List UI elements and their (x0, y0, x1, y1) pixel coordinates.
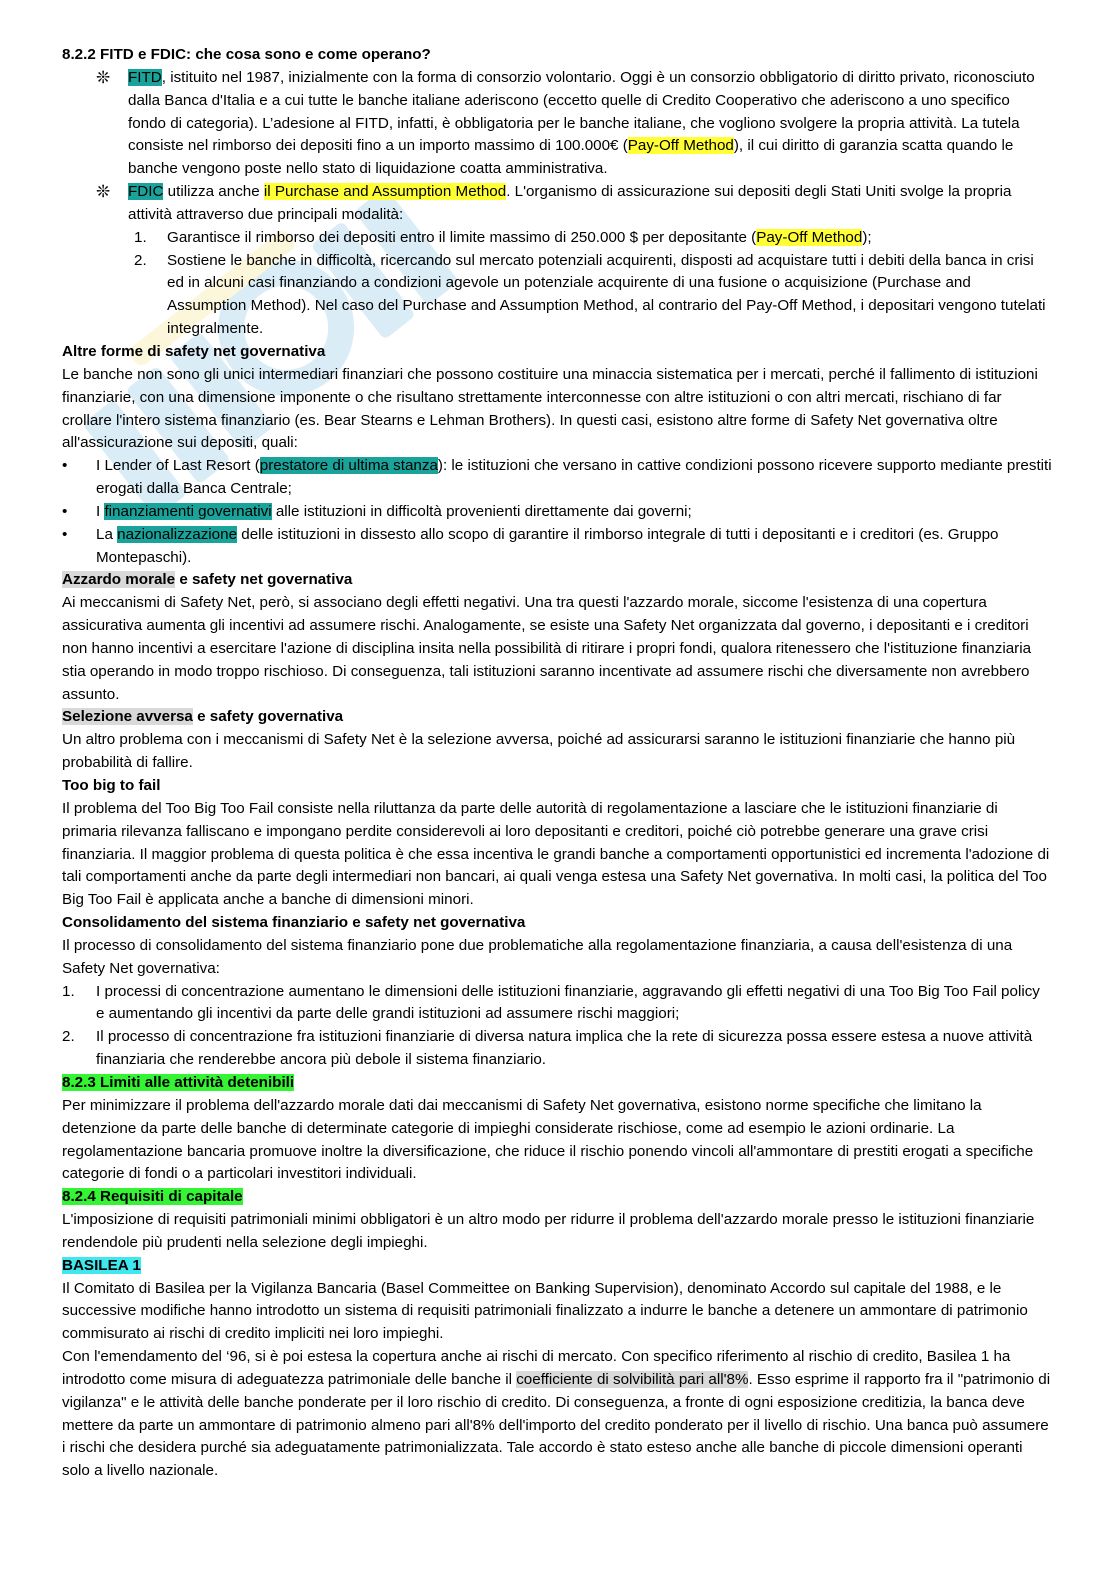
fdic-item-highlight: Pay-Off Method (756, 228, 863, 246)
bullet-item (62, 455, 1052, 501)
fdic-list-item (134, 250, 1052, 341)
consolidamento-intro: Il processo di consolidamento del sistema finanziario pone due problematiche alla regolamentazione finanziaria, a causa dell'esistenza di una Safety Net governativa: (62, 936, 1013, 977)
fdic-item (96, 181, 1052, 227)
tbtf-body: Il problema del Too Big Too Fail consiste nella riluttanza da parte delle autorità di regolamentazione a lasciare che le istituzioni finanziarie di primaria rilevanza falliscano e impongano perdite considerevoli ai loro depositanti e creditori, poiché ciò potrebbe generare una grave crisi finanziaria. Il maggior problema di questa politica è che essa incentiva le grandi banche a comportamenti opportunistici ed incrementa l'adozione di tali comportamenti anche da parte degli intermediari non bancari, ai quali venga estesa una Safety Net governativa. In molti casi, la politica del Too Big Too Fail è applicata anche a banche di dimensioni minori. (62, 799, 1050, 909)
altre-heading: Altre forme di safety net governativa (62, 342, 326, 360)
bullet-post: delle istituzioni in dissesto allo scopo di garantire il rimborso integrale di tutti i depositanti e i creditori (es. Gruppo Montepaschi). (96, 525, 999, 566)
section-823-heading-text: 8.2.3 Limiti alle attività detenibili (62, 1073, 295, 1091)
fdic-text-2: . L'organismo di assicurazione sui depositi degli Stati Uniti svolge la propria attività attraverso due principali modalità: (128, 183, 1012, 223)
consolidamento-list-item (62, 1026, 1052, 1072)
fitd-term: FITD (128, 68, 162, 86)
consolidamento-item-text: I processi di concentrazione aumentano le dimensioni delle istituzioni finanziarie, aggravando gli effetti negativi di una Too Big Too Fail policy e aumentando gli incentivi da parte delle grandi istituzioni ad assumere rischi maggiori; (96, 982, 1040, 1023)
basilea-heading-text: BASILEA 1 (62, 1256, 141, 1274)
fitd-text-1: , istituito nel 1987, inizialmente con la forma di consorzio volontario. Oggi è un consorzio obbligatorio di diritto privato, riconosciuto dalla Banca d'Italia e a cui tutte le banche italiane aderiscono (eccetto quelle di Credito Cooperativo che aderiscono a uno specifico fondo di categoria). L’adesione al FITD, infatti, è obbligatoria per le banche italiane, che vogliono svolgere la propria attività. La tutela consiste nel rimborso dei depositi fino a un importo massimo di 100.000€ ( (128, 68, 1035, 155)
fdic-item-text: Sostiene le banche in difficoltà, ricercando sul mercato potenziali acquirenti, disposti ad acquistare tutti i debiti della banca in crisi ed in alcuni casi finanziando a condizioni agevole un potenziale acquirente di una fusione o acquisizione (Purchase and Assumption Method). Nel caso del Purchase and Assumption Method, al contrario del Pay-Off Method, i depositari vengono tutelati integralmente. (167, 251, 1046, 338)
consolidamento-item-text: Il processo di concentrazione fra istituzioni finanziarie di diversa natura implica che la rete di sicurezza possa essere estesa a nuove attività finanziaria che renderebbe ancora più debole il sistema finanziario. (96, 1028, 1033, 1069)
section-824-heading-text: 8.2.4 Requisiti di capitale (62, 1188, 243, 1206)
bullet-highlight: prestatore di ultima stanza (259, 457, 438, 475)
selezione-body: Un altro problema con i meccanismi di Safety Net è la selezione avversa, poiché ad assicurarsi saranno le istituzioni finanziarie che hanno più probabilità di fallire. (62, 731, 1016, 772)
fitd-item (96, 67, 1052, 181)
bullet-pre: La (96, 525, 118, 543)
list-number: 1. (62, 982, 75, 1000)
selezione-heading (62, 706, 1052, 729)
fdic-item-text: Garantisce il rimborso dei depositi entro il limite massimo di 250.000 $ per depositante ( (167, 228, 757, 246)
azzardo-heading-rest: e safety net governativa (175, 571, 353, 589)
list-number: 1. (134, 228, 147, 246)
bullet-item (62, 524, 1052, 570)
selezione-heading-highlight: Selezione avversa (62, 708, 193, 726)
bullet-post: alle istituzioni in difficoltà provenienti direttamente dai governi; (271, 502, 692, 520)
fdic-text-1: utilizza anche (163, 183, 264, 201)
bullet-pre: I (96, 502, 105, 520)
fdic-method: il Purchase and Assumption Method (263, 183, 507, 201)
altre-intro: Le banche non sono gli unici intermediari finanziari che possono costituire una minaccia sistematica per i mercati, perché il fallimento di istituzioni finanziarie, con una dimensione imponente o che risultano strettamente interconnesse con altre istituzioni o con altri mercati, rischiano di far crollare l'intero sistema finanziario (es. Bear Stearns e Lehman Brothers). In questi casi, esistono altre forme di Safety Net governativa oltre all'assicurazione sui depositi, quali: (62, 365, 1038, 452)
bullet-highlight: finanziamenti governativi (104, 502, 272, 520)
basilea-p2-highlight: coefficiente di solvibilità pari all'8% (516, 1370, 749, 1388)
basilea-p2 (62, 1346, 1052, 1483)
azzardo-heading (62, 569, 1052, 592)
tbtf-heading: Too big to fail (62, 777, 161, 794)
fdic-list-item (134, 227, 1052, 250)
section-824-body: L'imposizione di requisiti patrimoniali minimi obbligatori è un altro modo per ridurre il problema dell'azzardo morale presso le istituzioni finanziarie rendendole più prudenti nella selezione degli impieghi. (62, 1211, 1035, 1251)
basilea-p1: Il Comitato di Basilea per la Vigilanza Bancaria (Basel Commeittee on Banking Supervision), denominato Accordo sul capitale del 1988, e le successive modifiche hanno introdotto un sistema di requisiti patrimoniali finalizzato a indurre le banche a detenere un ammontare di patrimonio commisurato ai rischi di credito impliciti nei loro impieghi. (62, 1279, 1028, 1343)
fdic-item-after: ); (862, 228, 872, 246)
azzardo-body: Ai meccanismi di Safety Net, però, si associano degli effetti negativi. Una tra questi l'azzardo morale, siccome l'esistenza di una copertura assicurativa aumenta gli incentivi ad assumere rischi. Analogamente, se esiste una Safety Net organizzata dal governo, i depositanti e i creditori non hanno incentivi a esercitare l'azione di disciplina insita nella possibilità di ritirare i propri fondi, qualora ritenessero che l'istituzione finanziaria stia operando in modo troppo rischioso. Di conseguenza, tali istituzioni saranno incentivate ad assumere rischi che diversamente non avrebbero assunto. (62, 594, 1032, 703)
bullet-icon: • (62, 457, 68, 475)
bullet-icon: • (62, 502, 68, 520)
asterism-icon: ❊ (96, 67, 111, 87)
section-822-heading: 8.2.2 FITD e FDIC: che cosa sono e come operano? (62, 46, 431, 63)
azzardo-heading-highlight: Azzardo morale (62, 571, 176, 589)
list-number: 2. (62, 1028, 75, 1046)
basilea-heading (62, 1255, 1052, 1278)
selezione-heading-rest: e safety governativa (192, 708, 344, 726)
bullet-post: ): le istituzioni che versano in cattive condizioni possono ricevere supporto mediante prestiti erogati dalla Banca Centrale; (96, 457, 1052, 498)
fdic-term: FDIC (128, 183, 164, 201)
section-823-heading (62, 1072, 1052, 1095)
fitd-payoff: Pay-Off Method (627, 137, 734, 155)
list-number: 2. (134, 251, 147, 269)
consolidamento-list-item (62, 981, 1052, 1027)
document-page (62, 44, 1052, 1483)
section-824-heading (62, 1186, 1052, 1209)
consolidamento-heading: Consolidamento del sistema finanziario e safety net governativa (62, 914, 526, 932)
bullet-pre: I Lender of Last Resort ( (96, 457, 260, 475)
bullet-icon: • (62, 525, 68, 543)
section-823-body: Per minimizzare il problema dell'azzardo morale dati dai meccanismi di Safety Net governativa, esistono norme specifiche che limitano la detenzione da parte delle banche di determinate categorie di impieghi considerate rischiose, come ad esempio le azioni ordinarie. La regolamentazione bancaria promuove inoltre la diversificazione, che riduce il rischio ponendo vincoli all'ammontare di prestiti erogati a specifiche categorie di fondi o a particolari investitori individuali. (62, 1096, 1034, 1183)
basilea-p2-post: . Esso esprime il rapporto fra il "patrimonio di vigilanza" e le attività delle banche ponderate per il loro rischio di credito. Di conseguenza, a fronte di ogni esposizione creditizia, la banca deve mettere da parte un ammontare di patrimonio almeno pari all'8% dell'importo del credito ponderato per il livello di rischio. Una banca può assumere i rischi che desidera purché sia adeguatamente patrimonializzata. Tale accordo è stato esteso anche alle banche di piccole dimensioni operanti solo a livello nazionale. (62, 1370, 1051, 1480)
asterism-icon: ❊ (96, 182, 111, 202)
bullet-item (62, 501, 1052, 524)
basilea-p2-pre: Con l'emendamento del ‘96, si è poi estesa la copertura anche ai rischi di mercato. Con specifico riferimento al rischio di credito, Basilea 1 ha introdotto come misura di adeguatezza patrimoniale delle banche il (62, 1348, 1011, 1388)
fitd-text-2: ), il cui diritto di garanzia scatta quando le banche vengono poste nello stato di liquidazione coatta amministrativa. (128, 137, 1014, 178)
bullet-highlight: nazionalizzazione (117, 525, 238, 543)
